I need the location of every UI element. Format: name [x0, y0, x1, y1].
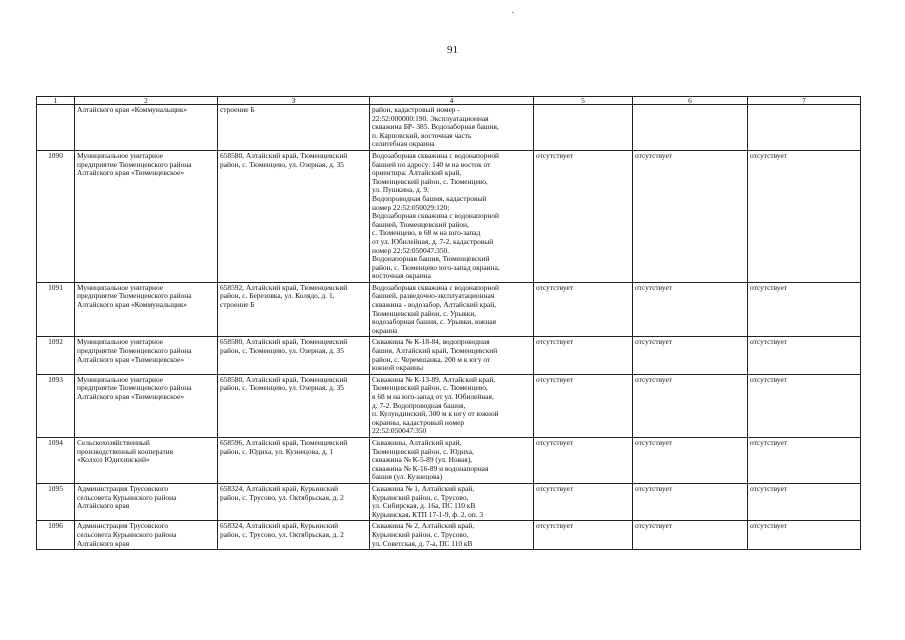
cell-text: от ул. Юбилейная, д. 7-2, кадастровый: [372, 237, 494, 246]
cell-text: Администрация Трусовского: [77, 522, 169, 531]
cell-text: 1094: [48, 438, 63, 447]
status-cell: [748, 374, 861, 437]
cell-text: южной окраины: [372, 364, 424, 373]
cell-text: отсутствует: [750, 151, 787, 160]
cell-text: отсутствует: [750, 338, 787, 347]
cell-text: с. Тюменцево, в 68 м на юго-запад: [372, 229, 481, 238]
cell-text: отсутствует: [536, 438, 573, 447]
organization-cell: [75, 105, 218, 151]
cell-text: район, с. Трусово, ул. Октябрьская, д. 2: [220, 493, 344, 502]
table-row: [37, 437, 861, 483]
cell-text: ул. Сибирская, д. 16а, ПС 110 кВ: [372, 502, 476, 511]
status-cell: [534, 521, 633, 550]
cell-text: Водозаборная скважина с водонапорной: [372, 283, 499, 292]
cell-text: Скважина № К-18-84, водопроводная: [372, 338, 490, 347]
column-header: 5: [534, 97, 633, 105]
status-cell: [748, 483, 861, 520]
status-cell: [633, 521, 748, 550]
cell-text: отсутствует: [536, 338, 573, 347]
cell-text: отсутствует: [750, 438, 787, 447]
object-description-cell: [370, 337, 534, 374]
table-row: [37, 483, 861, 520]
address-cell: [218, 282, 370, 337]
cell-text: Тюменцевский район, с. Урывки,: [372, 309, 477, 318]
cell-text: ул. Пушкина, д. 9.: [372, 186, 429, 195]
table-row: [37, 521, 861, 550]
status-cell: [633, 282, 748, 337]
cell-text: район, с. Тюменцево, ул. Озерная, д. 35: [220, 160, 344, 169]
cell-text: район, с. Тюменцево, ул. Озерная, д. 35: [220, 384, 344, 393]
organization-cell: [75, 150, 218, 282]
table-body: [37, 105, 861, 550]
scan-speck: [512, 12, 514, 13]
address-cell: [218, 150, 370, 282]
cell-text: Муниципальное унитарное: [77, 283, 164, 292]
cell-text: отсутствует: [750, 283, 787, 292]
cell-text: район, с. Тюменцево, ул. Озерная, д. 35: [220, 347, 344, 356]
organization-cell: [75, 437, 218, 483]
cell-text: сельсовета Курьинского района: [77, 493, 177, 502]
cell-text: 658580, Алтайский край, Тюменцевский: [220, 151, 348, 160]
cell-text: отсутствует: [536, 375, 573, 384]
status-cell: [748, 337, 861, 374]
cell-text: Скважина № К-13-89, Алтайский край,: [372, 375, 496, 384]
cell-text: район, кадастровый номер -: [372, 106, 460, 114]
registry-table-container: [36, 96, 860, 550]
registry-table: [36, 96, 861, 550]
cell-text: район, с. Березовка, ул. Колядо, д. 1,: [220, 292, 335, 301]
status-cell: [633, 150, 748, 282]
cell-text: Курьинская, КТП 17-1-9, ф. 2, оп. 3: [372, 510, 484, 519]
cell-text: скважина № К-16-89 и водонапорная: [372, 464, 489, 473]
organization-cell: [75, 374, 218, 437]
row-number-cell: [37, 282, 75, 337]
status-cell: [534, 105, 633, 151]
row-number-cell: [37, 105, 75, 151]
cell-text: предприятие Тюменцевского района: [77, 384, 192, 393]
cell-text: скважина - водозабор, Алтайский край,: [372, 301, 496, 310]
cell-text: район, с. Трусово, ул. Октябрьская, д. 2: [220, 530, 344, 539]
cell-text: башней, разведочно-эксплуатационная: [372, 292, 495, 301]
cell-text: 658580, Алтайский край, Тюменцевский: [220, 375, 348, 384]
cell-text: Администрация Трусовского: [77, 484, 169, 493]
cell-text: 658324, Алтайский край, Курьинский: [220, 484, 339, 493]
row-number-cell: [37, 374, 75, 437]
cell-text: строение Б: [220, 106, 255, 114]
cell-text: окраина: [372, 326, 398, 335]
object-description-cell: [370, 150, 534, 282]
cell-text: сельсовета Курьинского района: [77, 530, 177, 539]
cell-text: отсутствует: [635, 438, 672, 447]
row-number-cell: [37, 337, 75, 374]
cell-text: отсутствует: [635, 151, 672, 160]
cell-text: п. Карповский, восточная часть: [372, 131, 472, 140]
cell-text: Алтайского края: [77, 502, 130, 511]
cell-text: отсутствует: [750, 522, 787, 531]
table-row: [37, 105, 861, 151]
cell-text: 1091: [48, 283, 63, 292]
cell-text: предприятие Тюменцевского района: [77, 347, 192, 356]
address-cell: [218, 437, 370, 483]
cell-text: д. 7-2. Водопроводная башня,: [372, 401, 466, 410]
cell-text: Скважина № 1, Алтайский край,: [372, 484, 475, 493]
cell-text: отсутствует: [536, 484, 573, 493]
object-description-cell: [370, 374, 534, 437]
status-cell: [748, 521, 861, 550]
table-row: [37, 374, 861, 437]
cell-text: район, с. Юдиха, ул. Кузнецова, д. 1: [220, 447, 334, 456]
cell-text: Курьинский район, с. Трусово,: [372, 493, 469, 502]
address-cell: [218, 337, 370, 374]
cell-text: 1095: [48, 484, 63, 493]
cell-text: ул. Советская, д. 7-а, ПС 110 кВ: [372, 539, 473, 548]
cell-text: в 68 м на юго-запад от ул. Юбилейная,: [372, 393, 494, 401]
status-cell: [534, 337, 633, 374]
column-header: 7: [748, 97, 861, 105]
table-header-row: [37, 97, 861, 105]
cell-text: Водозаборная скважина с водонапорной: [372, 212, 499, 221]
cell-text: отсутствует: [750, 484, 787, 493]
cell-text: Тюменцевский район, с. Юдиха,: [372, 447, 474, 456]
object-description-cell: [370, 282, 534, 337]
cell-text: Алтайского края: [77, 539, 130, 548]
cell-text: 658580, Алтайский край, Тюменцевский: [220, 338, 348, 347]
cell-text: Тюменцевский район, с. Тюменцево,: [372, 384, 488, 393]
address-cell: [218, 374, 370, 437]
column-header: 2: [75, 97, 218, 105]
cell-text: скважина БР- 385. Водозаборная башня,: [372, 123, 499, 132]
cell-text: Алтайского края «Тюменцевское»: [77, 355, 185, 364]
status-cell: [534, 282, 633, 337]
object-description-cell: [370, 437, 534, 483]
table-row: [37, 282, 861, 337]
cell-text: Водопроводная башня, кадастровый: [372, 194, 487, 203]
table-row: [37, 150, 861, 282]
cell-text: район, с. Тюменцево юго-запад окраина,: [372, 263, 500, 272]
column-header: 3: [218, 97, 370, 105]
cell-text: номер 22:52:050047:350.: [372, 246, 450, 255]
cell-text: ориентира: Алтайский край,: [372, 169, 462, 178]
column-header: 1: [37, 97, 75, 105]
organization-cell: [75, 483, 218, 520]
organization-cell: [75, 521, 218, 550]
organization-cell: [75, 282, 218, 337]
status-cell: [748, 282, 861, 337]
status-cell: [748, 105, 861, 151]
status-cell: [633, 105, 748, 151]
status-cell: [633, 374, 748, 437]
cell-text: башней по адресу: 140 м на восток от: [372, 160, 491, 169]
cell-text: Скважина № 2, Алтайский край,: [372, 522, 475, 531]
cell-text: Курьинский район, с. Трусово,: [372, 530, 469, 539]
cell-text: Тюменцевский район, с. Тюменцево,: [372, 177, 488, 186]
cell-text: башня (ул. Кузнецова): [372, 473, 443, 482]
status-cell: [534, 150, 633, 282]
object-description-cell: [370, 483, 534, 520]
address-cell: [218, 483, 370, 520]
cell-text: скважина № К-5-89 (ул. Новая),: [372, 456, 473, 465]
cell-text: 1090: [48, 151, 63, 160]
cell-text: 658324, Алтайский край, Курьинский: [220, 522, 339, 531]
cell-text: 22:52:000000:190. Эксплуатационная: [372, 114, 489, 123]
row-number-cell: [37, 437, 75, 483]
column-header: 6: [633, 97, 748, 105]
cell-text: 1093: [48, 375, 63, 384]
cell-text: отсутствует: [536, 151, 573, 160]
cell-text: Муниципальное унитарное: [77, 375, 164, 384]
status-cell: [748, 437, 861, 483]
cell-text: предприятие Тюменцевского района: [77, 160, 192, 169]
cell-text: отсутствует: [635, 484, 672, 493]
cell-text: Водонапорная башня, Тюменцевский: [372, 255, 490, 264]
cell-text: селитебная окраина: [372, 140, 435, 149]
cell-text: номер 22:52:050029:120;: [372, 203, 450, 212]
address-cell: [218, 521, 370, 550]
object-description-cell: [370, 105, 534, 151]
organization-cell: [75, 337, 218, 374]
cell-text: отсутствует: [750, 375, 787, 384]
row-number-cell: [37, 521, 75, 550]
cell-text: 1092: [48, 338, 63, 347]
status-cell: [633, 483, 748, 520]
table-row: [37, 337, 861, 374]
cell-text: Алтайского края «Коммунальщик»: [77, 106, 188, 114]
cell-text: башня, Алтайский край, Тюменцевский: [372, 347, 498, 356]
cell-text: Сельскохозяйственный: [77, 438, 150, 447]
cell-text: строение Б: [220, 301, 255, 310]
row-number-cell: [37, 483, 75, 520]
row-number-cell: [37, 150, 75, 282]
cell-text: Скважины, Алтайский край,: [372, 438, 462, 447]
cell-text: отсутствует: [635, 375, 672, 384]
cell-text: отсутствует: [635, 522, 672, 531]
cell-text: производственный кооператив: [77, 447, 174, 456]
column-header: 4: [370, 97, 534, 105]
cell-text: 658592, Алтайский край, Тюменцевский: [220, 283, 348, 292]
cell-text: отсутствует: [536, 283, 573, 292]
cell-text: окраины, кадастровый номер: [372, 418, 465, 427]
page-number: 91: [447, 44, 458, 56]
cell-text: предприятие Тюменцевского района: [77, 292, 192, 301]
cell-text: отсутствует: [635, 283, 672, 292]
object-description-cell: [370, 521, 534, 550]
cell-text: отсутствует: [536, 522, 573, 531]
status-cell: [534, 437, 633, 483]
cell-text: 658596, Алтайский край, Тюменцевский: [220, 438, 348, 447]
cell-text: водозаборная башня, с. Урывки, южная: [372, 318, 497, 327]
cell-text: п. Кулундинский, 300 м к югу от южной: [372, 410, 499, 419]
cell-text: Муниципальное унитарное: [77, 338, 164, 347]
cell-text: район, с. Черемшанка, 200 м к югу от: [372, 355, 491, 364]
status-cell: [534, 483, 633, 520]
cell-text: Водозаборная скважина с водонапорной: [372, 151, 499, 160]
cell-text: 22:52:050047:350: [372, 427, 427, 436]
cell-text: Муниципальное унитарное: [77, 151, 164, 160]
cell-text: «Колхоз Юдихинский»: [77, 456, 150, 465]
cell-text: 1096: [48, 522, 63, 531]
cell-text: восточная окраина: [372, 272, 431, 281]
status-cell: [633, 437, 748, 483]
status-cell: [633, 337, 748, 374]
status-cell: [748, 150, 861, 282]
cell-text: башней, Тюменцевский район,: [372, 220, 469, 229]
cell-text: Алтайского края «Коммунальщик»: [77, 301, 188, 310]
cell-text: Алтайского края «Тюменцевское»: [77, 169, 185, 178]
cell-text: отсутствует: [635, 338, 672, 347]
status-cell: [534, 374, 633, 437]
address-cell: [218, 105, 370, 151]
cell-text: Алтайского края «Тюменцевское»: [77, 393, 185, 401]
